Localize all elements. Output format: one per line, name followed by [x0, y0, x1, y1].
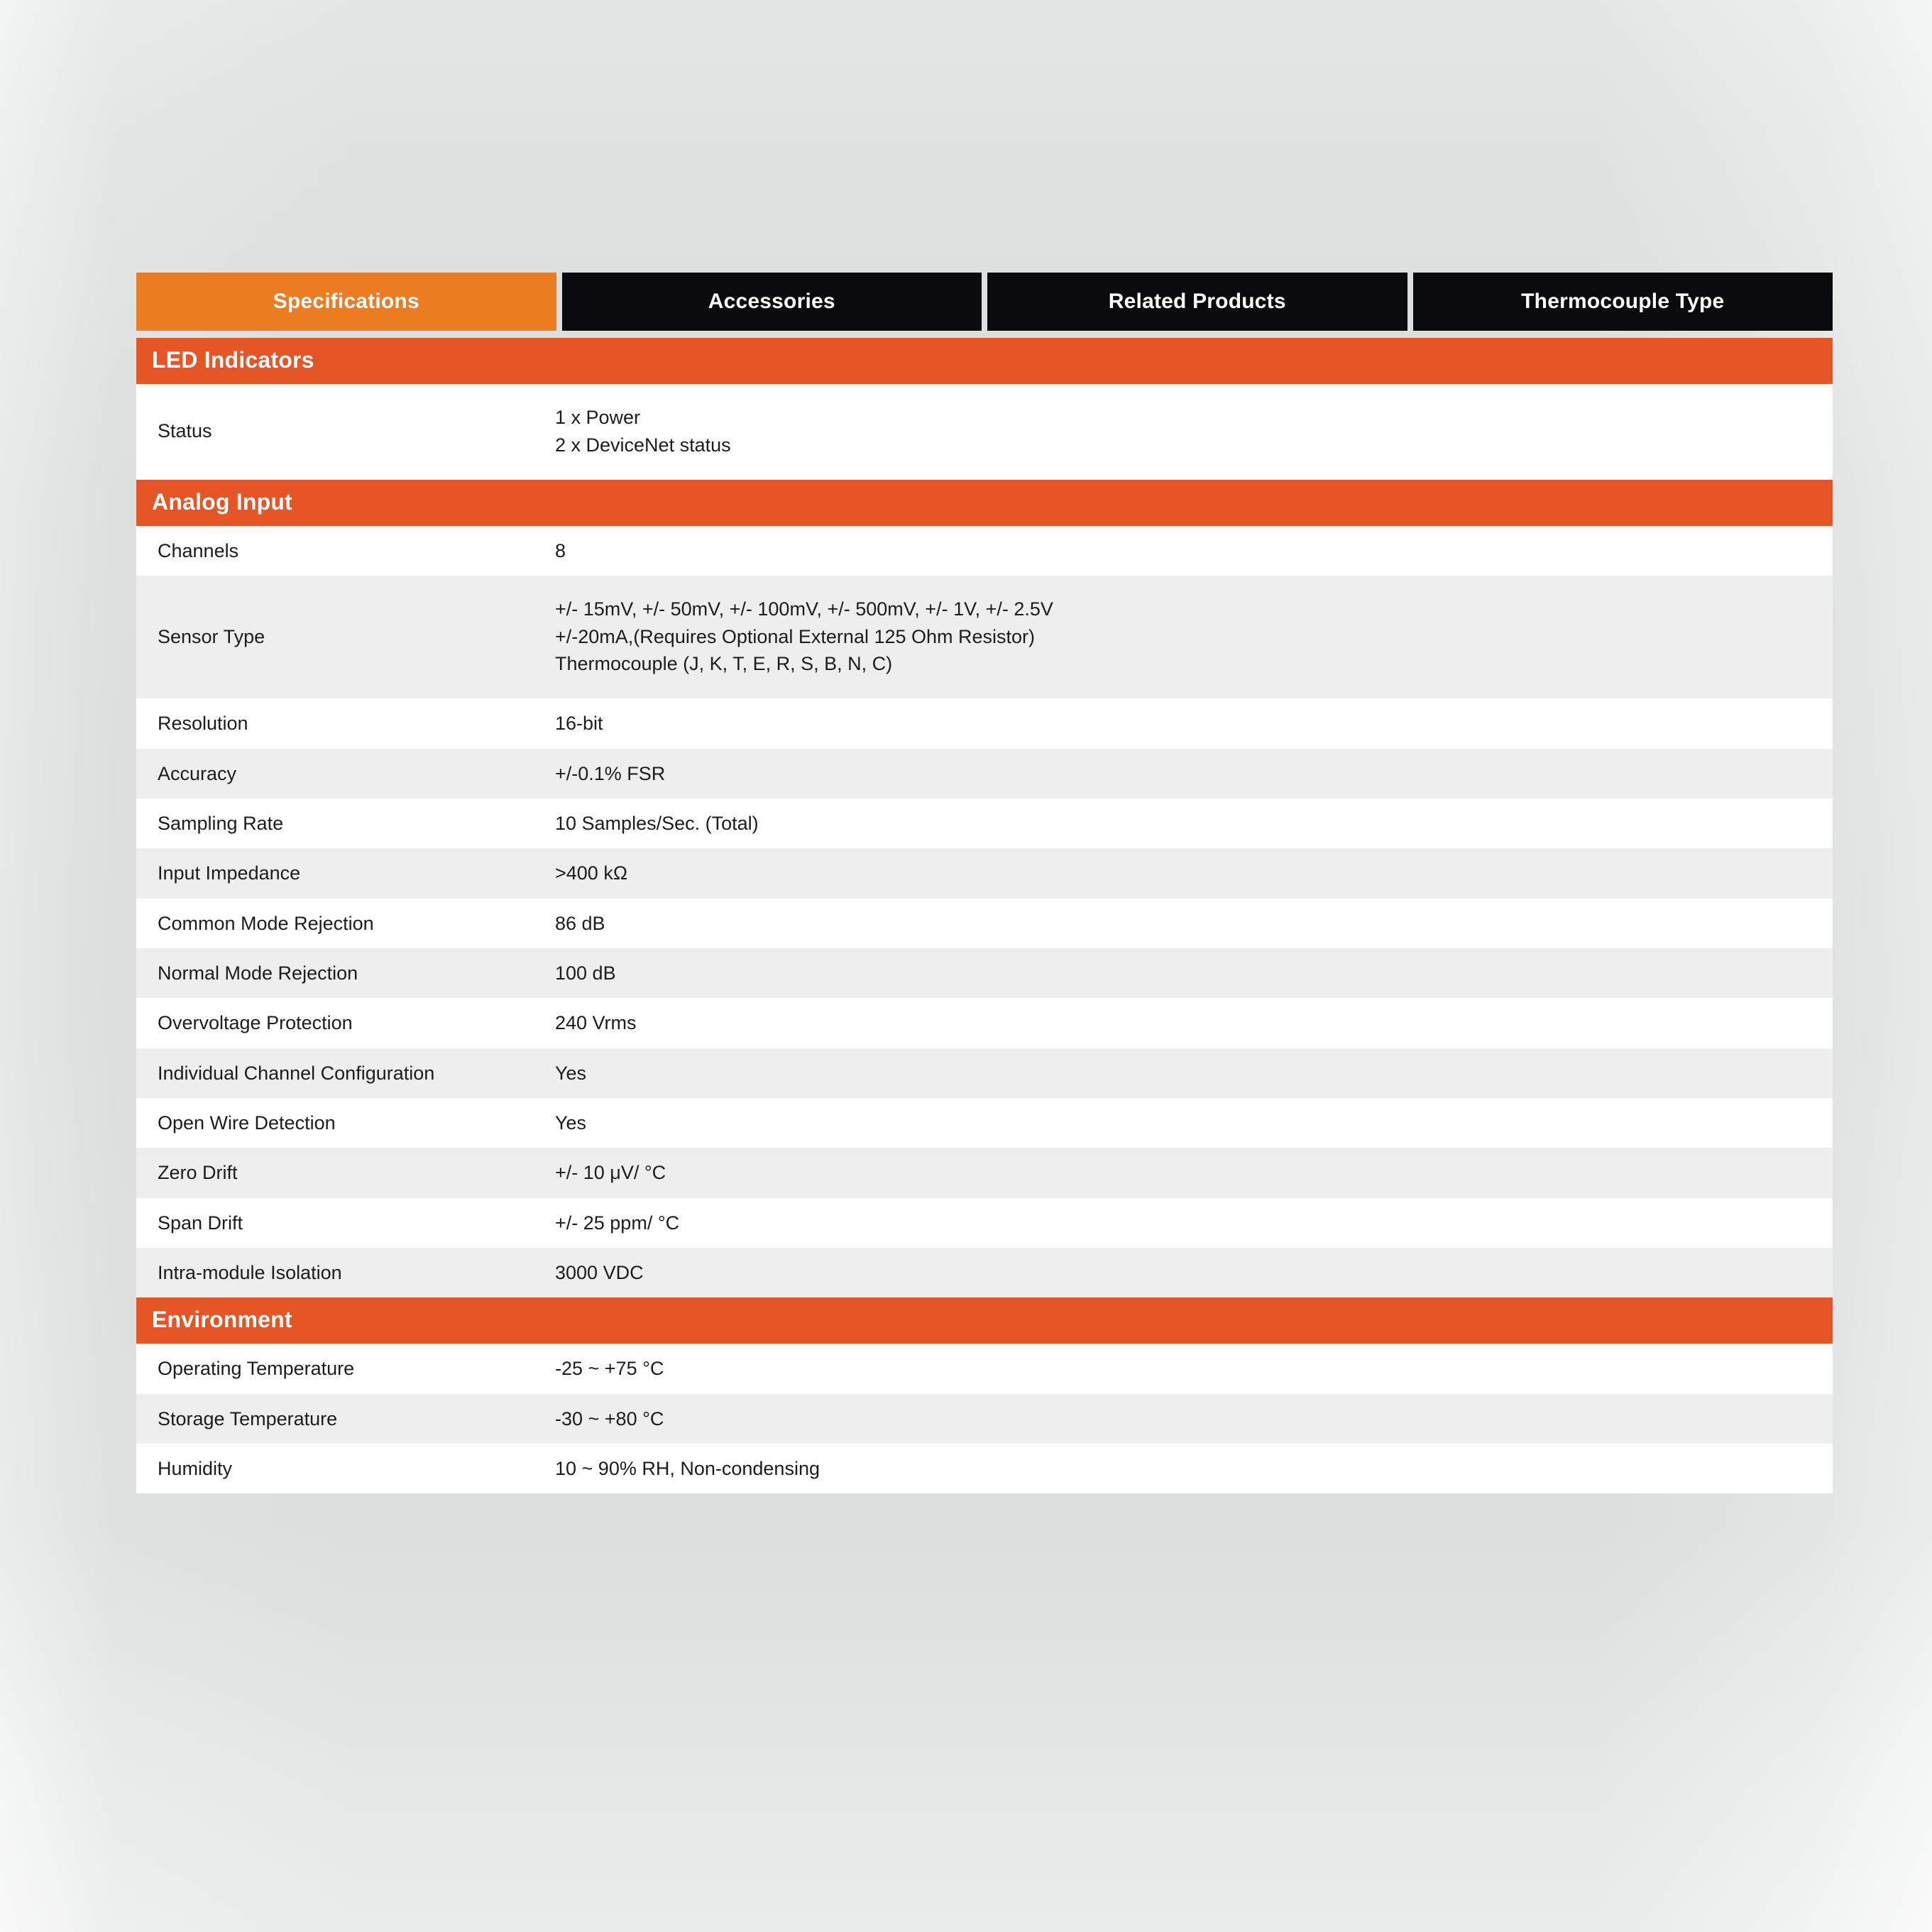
spec-value-line: Yes [555, 1112, 587, 1134]
spec-value [549, 1098, 1833, 1148]
spec-row [136, 1394, 1833, 1444]
spec-value-line: 100 dB [555, 962, 616, 984]
spec-value [549, 1344, 1833, 1393]
spec-value-line: Yes [555, 1062, 587, 1084]
spec-row [136, 848, 1833, 898]
spec-row [136, 1198, 1833, 1248]
spec-row [136, 749, 1833, 798]
spec-row [136, 948, 1833, 998]
spec-label: Channels [136, 526, 549, 576]
section-header-row [136, 338, 1833, 384]
tab-label: Accessories [708, 290, 835, 313]
spec-value [549, 1394, 1833, 1444]
spec-value [549, 1198, 1833, 1248]
spec-value-line: +/- 25 ppm/ °C [555, 1212, 680, 1234]
spec-value-line: -30 ~ +80 °C [555, 1407, 664, 1429]
tab-related-products[interactable] [987, 273, 1407, 331]
spec-row [136, 698, 1833, 748]
section-title: LED Indicators [136, 338, 1833, 384]
spec-label: Humidity [136, 1444, 549, 1493]
tab-bar [136, 273, 1833, 331]
spec-label: Input Impedance [136, 848, 549, 898]
spec-value-line: +/-0.1% FSR [555, 762, 666, 784]
spec-label: Storage Temperature [136, 1394, 549, 1444]
section-header-row [136, 480, 1833, 526]
spec-value [549, 1048, 1833, 1098]
spec-label: Span Drift [136, 1198, 549, 1248]
spec-value [549, 798, 1833, 848]
tab-accessories[interactable] [562, 273, 982, 331]
spec-label: Status [136, 384, 549, 480]
spec-value [549, 848, 1833, 898]
spec-label: Intra-module Isolation [136, 1248, 549, 1297]
spec-value-line: 240 Vrms [555, 1012, 637, 1034]
spec-row [136, 998, 1833, 1048]
spec-row [136, 384, 1833, 480]
tab-thermocouple-type[interactable] [1413, 273, 1833, 331]
spec-row [136, 1148, 1833, 1197]
spec-value-line: 10 ~ 90% RH, Non-condensing [555, 1458, 820, 1480]
spec-value [549, 749, 1833, 798]
spec-value-line: 8 [555, 540, 566, 562]
spec-row [136, 526, 1833, 576]
spec-row [136, 1098, 1833, 1148]
spec-value [549, 384, 1833, 480]
spec-label: Individual Channel Configuration [136, 1048, 549, 1098]
spec-value [549, 899, 1833, 948]
spec-label: Sensor Type [136, 576, 549, 698]
spec-value-line: 16-bit [555, 713, 603, 735]
spec-label: Sampling Rate [136, 798, 549, 848]
spec-label: Normal Mode Rejection [136, 948, 549, 998]
specifications-panel [136, 273, 1833, 1493]
spec-row [136, 1444, 1833, 1493]
spec-label: Resolution [136, 698, 549, 748]
spec-value [549, 998, 1833, 1048]
spec-value-line: 86 dB [555, 912, 605, 934]
section-title: Environment [136, 1297, 1833, 1344]
spec-value [549, 1248, 1833, 1297]
tab-label: Specifications [273, 290, 419, 313]
spec-row [136, 798, 1833, 848]
spec-value-line: -25 ~ +75 °C [555, 1358, 664, 1380]
tab-label: Related Products [1108, 290, 1286, 313]
spec-value [549, 698, 1833, 748]
spec-label: Open Wire Detection [136, 1098, 549, 1148]
tab-label: Thermocouple Type [1521, 290, 1725, 313]
spec-value-line: +/-20mA,(Requires Optional External 125 Ohm Resistor) [555, 625, 1036, 647]
spec-value-line: >400 kΩ [555, 862, 628, 884]
specifications-table-body [136, 338, 1833, 1493]
specifications-table [136, 338, 1833, 1493]
spec-value [549, 576, 1833, 698]
spec-value-line: +/- 10 μV/ °C [555, 1162, 666, 1184]
spec-row [136, 576, 1833, 698]
spec-value [549, 1148, 1833, 1197]
spec-label: Accuracy [136, 749, 549, 798]
spec-label: Overvoltage Protection [136, 998, 549, 1048]
spec-label: Common Mode Rejection [136, 899, 549, 948]
tab-specifications[interactable] [136, 273, 556, 331]
spec-value-line: +/- 15mV, +/- 50mV, +/- 100mV, +/- 500mV, +/- 1V, +/- 2.5V [555, 598, 1053, 620]
spec-row [136, 899, 1833, 948]
spec-value [549, 1444, 1833, 1493]
spec-value-line: 3000 VDC [555, 1261, 644, 1283]
spec-value-line: 1 x Power [555, 407, 641, 429]
spec-label: Zero Drift [136, 1148, 549, 1197]
spec-row [136, 1248, 1833, 1297]
spec-value [549, 526, 1833, 576]
spec-row [136, 1344, 1833, 1393]
spec-value [549, 948, 1833, 998]
section-title: Analog Input [136, 480, 1833, 526]
spec-value-line: 10 Samples/Sec. (Total) [555, 813, 759, 834]
spec-value-line: 2 x DeviceNet status [555, 434, 731, 456]
spec-label: Operating Temperature [136, 1344, 549, 1393]
spec-value-line: Thermocouple (J, K, T, E, R, S, B, N, C) [555, 653, 893, 675]
spec-row [136, 1048, 1833, 1098]
section-header-row [136, 1297, 1833, 1344]
